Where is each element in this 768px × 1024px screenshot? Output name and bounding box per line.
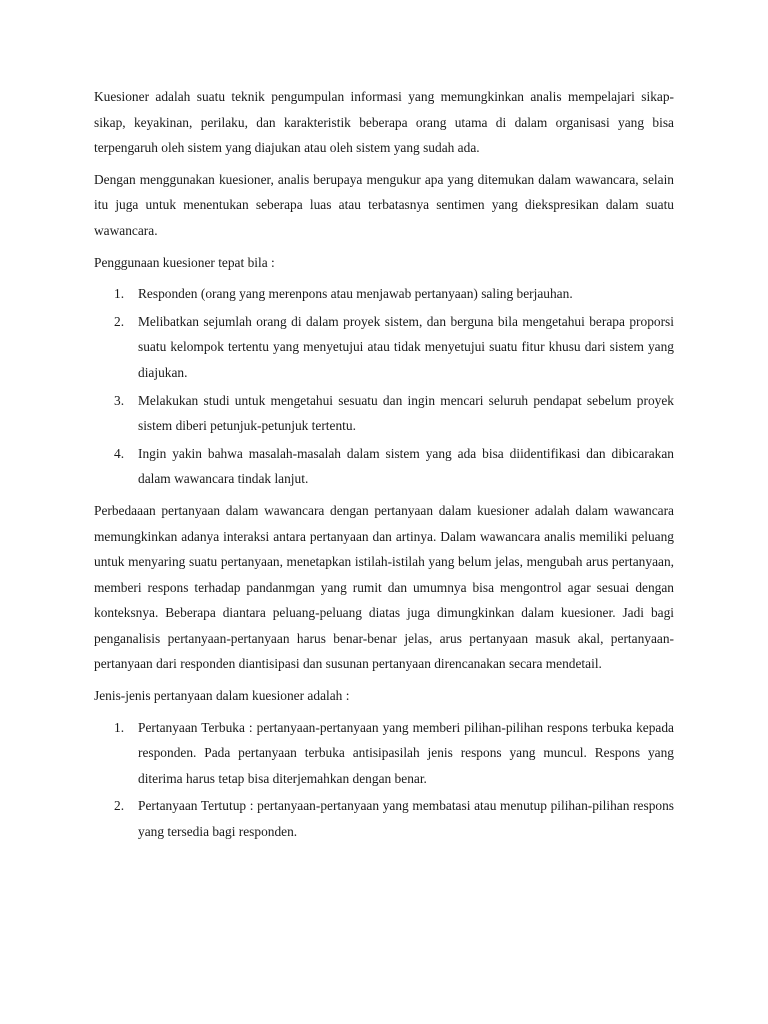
list-item-text: Responden (orang yang merenpons atau menjawab pertanyaan) saling berjauhan. <box>138 286 573 302</box>
list-item <box>94 715 674 792</box>
list-item <box>94 281 674 307</box>
paragraph-purpose: Dengan menggunakan kuesioner, analis berupaya mengukur apa yang ditemukan dalam wawancara, selain itu juga untuk menentukan seberapa luas atau terbatasnya sentimen yang diekspresikan dalam suatu wawancara. <box>94 171 674 238</box>
list-item <box>94 309 674 386</box>
list-item-number: 2. <box>114 313 125 329</box>
list-item <box>94 441 674 492</box>
list-item-number: 3. <box>114 392 125 408</box>
question-types-list <box>94 715 674 845</box>
list-item-number: 2. <box>114 798 125 814</box>
list-item <box>94 793 674 844</box>
list-item-text: Ingin yakin bahwa masalah-masalah dalam sistem yang ada bisa diidentifikasi dan dibicarakan dalam wawancara tindak lanjut. <box>138 445 674 487</box>
list-item-text: Melakukan studi untuk mengetahui sesuatu dan ingin mencari seluruh pendapat sebelum proyek sistem diberi petunjuk-petunjuk tertentu. <box>138 392 674 434</box>
usage-list <box>94 281 674 492</box>
list-item <box>94 388 674 439</box>
list-item-text: Pertanyaan Terbuka : pertanyaan-pertanyaan yang memberi pilihan-pilihan respons terbuka kepada responden. Pada pertanyaan terbuka antisipasilah jenis respons yang muncul. Respons yang diterima harus tetap bisa diterjemahkan dengan benar. <box>138 719 674 786</box>
list-item-number: 4. <box>114 445 125 461</box>
list-item-number: 1. <box>114 719 125 735</box>
list-item-text: Pertanyaan Tertutup : pertanyaan-pertanyaan yang membatasi atau menutup pilihan-pilihan respons yang tersedia bagi responden. <box>138 798 674 840</box>
document-body <box>94 84 674 851</box>
paragraph-definition: Kuesioner adalah suatu teknik pengumpulan informasi yang memungkinkan analis mempelajari sikap-sikap, keyakinan, perilaku, dan karakteristik beberapa orang utama di dalam organisasi yang bisa terpengaruh oleh sistem yang diajukan atau oleh sistem yang sudah ada. <box>94 89 674 156</box>
paragraph-types-intro: Jenis-jenis pertanyaan dalam kuesioner adalah : <box>94 688 350 704</box>
list-item-number: 1. <box>114 286 125 302</box>
paragraph-usage-intro: Penggunaan kuesioner tepat bila : <box>94 254 275 270</box>
paragraph-differences: Perbedaaan pertanyaan dalam wawancara dengan pertanyaan dalam kuesioner adalah dalam wawancara memungkinkan adanya interaksi antara pertanyaan dan artinya. Dalam wawancara analis memiliki peluang untuk menyaring suatu pertanyaan, menetapkan istilah-istilah yang belum jelas, mengubah arus pertanyaan, memberi respons terhadap pandanmgan yang rumit dan umumnya bisa mengontrol agar sesuai dengan konteksnya. Beberapa diantara peluang-peluang diatas juga dimungkinkan dalam kuesioner. Jadi bagi penganalisis pertanyaan-pertanyaan harus benar-benar jelas, arus pertanyaan masuk akal, pertanyaan-pertanyaan dari responden diantisipasi dan susunan pertanyaan direncanakan secara mendetail. <box>94 502 674 672</box>
list-item-text: Melibatkan sejumlah orang di dalam proyek sistem, dan berguna bila mengetahui berapa proporsi suatu kelompok tertentu yang menyetujui atau tidak menyetujui suatu fitur khusu dari sistem yang diajukan. <box>138 313 674 380</box>
